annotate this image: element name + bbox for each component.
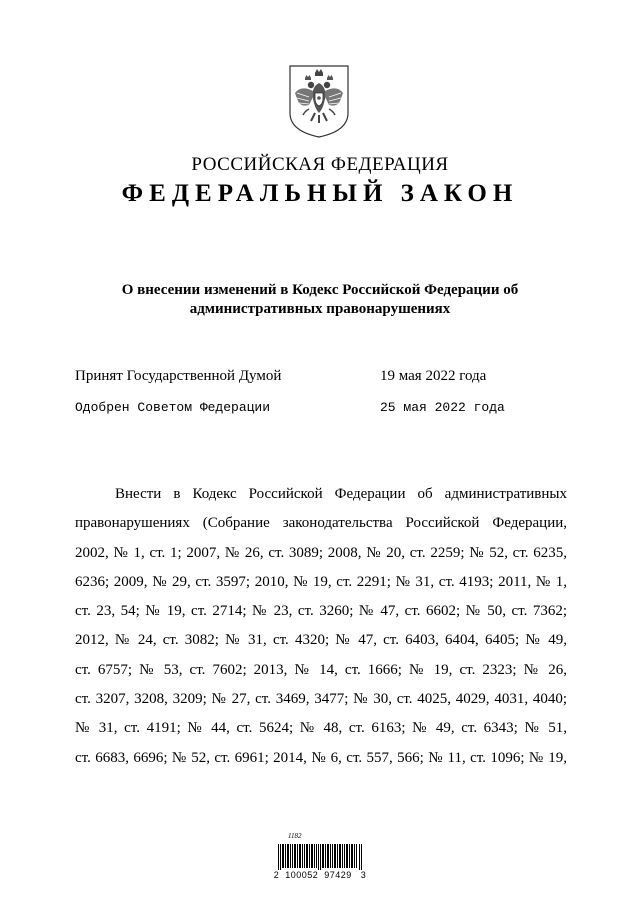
law-title: О внесении изменений в Кодекс Российской Федерации об административных правонарушениях bbox=[121, 282, 519, 317]
body-line: ст. 23, 54; № 19, ст. 2714; № 23, ст. 3260; № 47, ст. 6602; № 50, ст. 7362; bbox=[75, 603, 567, 620]
body-line: Внести в Кодекс Российской Федерации об административных bbox=[115, 486, 567, 502]
body-line: ст. 6683, 6696; № 52, ст. 6961; 2014, № 6, ст. 557, 566; № 11, ст. 1096; № 19, bbox=[75, 749, 567, 766]
body-line: 2002, № 1, ст. 1; 2007, № 26, ст. 3089; 2008, № 20, ст. 2259; № 52, ст. 6235, bbox=[75, 544, 567, 561]
body-line: 6236; 2009, № 29, ст. 3597; 2010, № 19, ст. 2291; № 31, ст. 4193; 2011, № 1, bbox=[75, 573, 567, 590]
body-line: ст. 6757; № 53, ст. 7602; 2013, № 14, ст. 1666; № 19, ст. 2323; № 26, bbox=[75, 661, 567, 678]
body-line: 2012, № 24, ст. 3082; № 31, ст. 4320; № 47, ст. 6403, 6404, 6405; № 49, bbox=[75, 632, 567, 649]
adoption-date: 19 мая 2022 года bbox=[380, 368, 487, 384]
adoption-label: Одобрен Советом Федерации bbox=[75, 400, 271, 415]
barcode-mark: 1182 bbox=[288, 832, 302, 840]
adoption-row-council bbox=[75, 400, 575, 420]
barcode-number: 2 100052 97429 3 bbox=[273, 870, 367, 880]
law-body bbox=[75, 480, 567, 773]
body-line: ст. 3207, 3208, 3209; № 27, ст. 3469, 3477; № 30, ст. 4025, 4029, 4031, 4040; bbox=[75, 691, 567, 708]
adoption-date: 25 мая 2022 года bbox=[380, 400, 505, 415]
coat-of-arms-icon bbox=[287, 63, 351, 139]
body-line: № 31, ст. 4191; № 44, ст. 5624; № 48, ст. 6163; № 49, ст. 6343; № 51, bbox=[75, 720, 567, 737]
barcode-icon bbox=[278, 844, 362, 870]
adoption-row-duma bbox=[75, 368, 575, 388]
document-barcode bbox=[270, 832, 370, 882]
adoption-label: Принят Государственной Думой bbox=[75, 368, 282, 384]
body-line: правонарушениях (Собрание законодательства Российской Федерации, bbox=[75, 515, 567, 532]
document-type: ФЕДЕРАЛЬНЫЙ ЗАКОН bbox=[121, 180, 519, 207]
country-name: РОССИЙСКАЯ ФЕДЕРАЦИЯ bbox=[191, 154, 449, 175]
